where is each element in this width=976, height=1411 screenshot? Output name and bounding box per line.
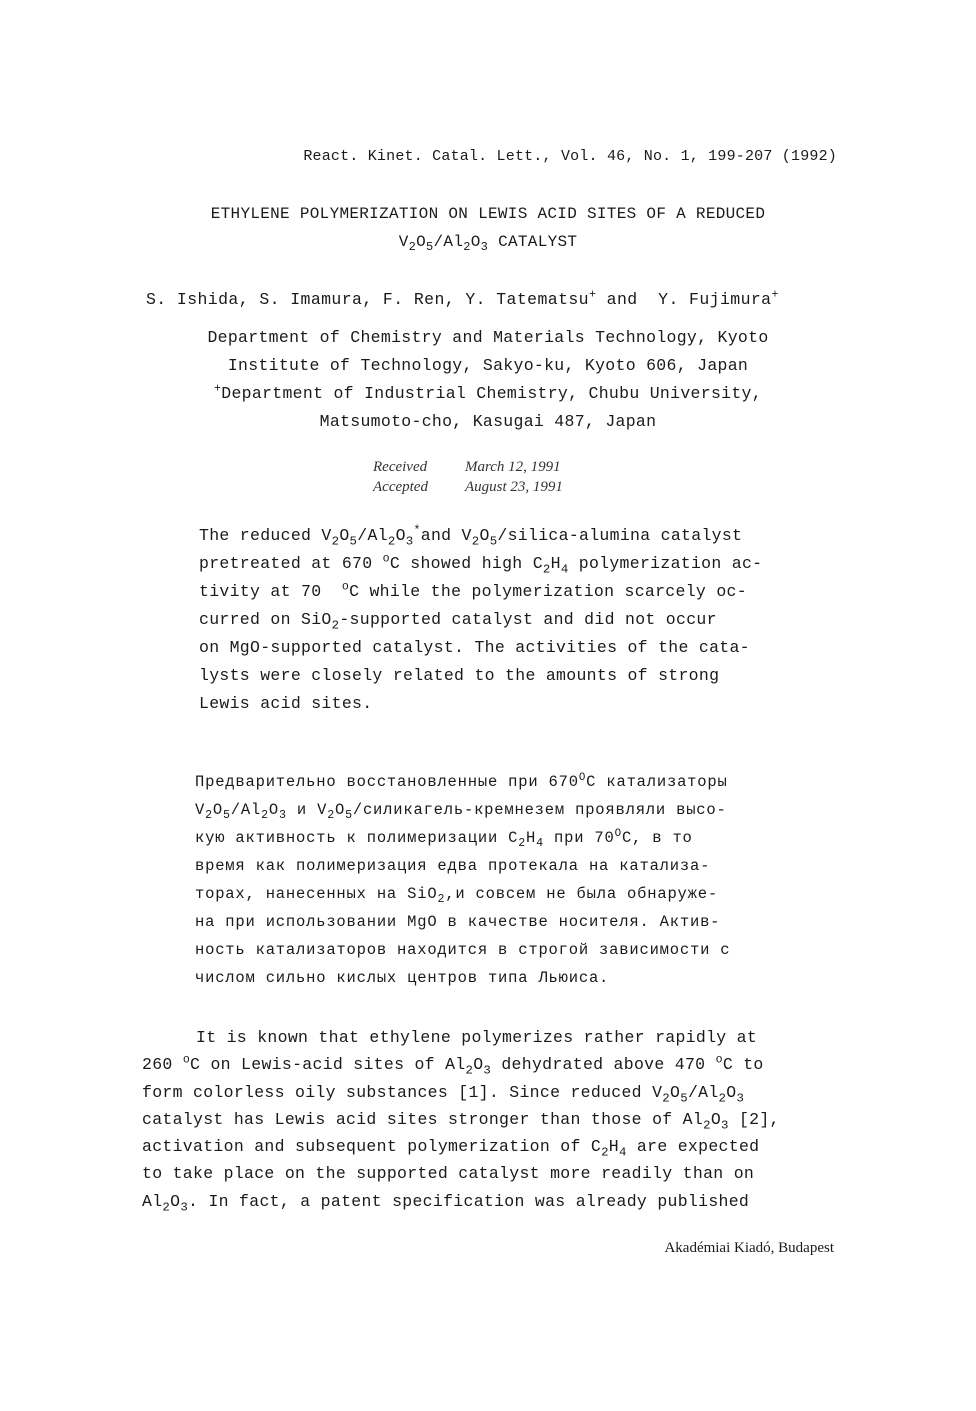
received-date — [373, 459, 561, 476]
body-line: 260 $^o$C on Lewis-acid sites of $Al_2O_3$ dehydrated above 470 $^o$C to — [142, 1053, 764, 1078]
abstract-line: Предварительно восстановленные при $670^OC$ катализаторы — [195, 772, 728, 791]
received-value: March 12, 1991 — [465, 459, 561, 475]
body-paragraph — [142, 1024, 842, 1215]
abstract-line: on MgO-supported catalyst. The activities of the cata- — [199, 638, 750, 657]
abstract-line: lysts were closely related to the amounts of strong — [199, 666, 720, 685]
author-and: and — [606, 290, 638, 309]
accepted-date — [373, 479, 563, 496]
dagger-mark: + — [214, 382, 222, 396]
abstract-line: на при использовании MgO в качестве носителя. Актив- — [195, 913, 721, 931]
received-label: Received — [373, 459, 428, 475]
abstract-line: Lewis acid sites. — [199, 694, 373, 713]
body-line: catalyst has Lewis acid sites stronger than those of $Al_2O_3$ [2], — [142, 1109, 780, 1133]
publisher-footer: Akadémiai Kiadó, Budapest — [664, 1240, 834, 1256]
abstract-line: $V_2O_5/Al_2O_3$ и $V_2O_5/силикагель$-кремнезем проявляли высо- — [195, 801, 727, 823]
accepted-value: August 23, 1991 — [465, 479, 563, 495]
abstract-line: торах, нанесенных на SiO$_2$,и совсем не была обнаруже- — [195, 885, 718, 907]
author-last: Y. Fujimura — [658, 290, 772, 309]
affiliation-line: +Department of Industrial Chemistry, Chubu University, — [214, 382, 762, 403]
affiliation-line: Matsumoto-cho, Kasugai 487, Japan — [319, 412, 657, 431]
abstract-line: время как полимеризация едва протекала на катализа- — [195, 857, 711, 875]
author-names: S. Ishida, S. Imamura, F. Ren, Y. Tatematsu — [146, 290, 589, 309]
abstract-line: ность катализаторов находится в строгой зависимости с — [195, 941, 731, 959]
title-catalyst-word: CATALYST — [498, 233, 578, 251]
abstract-english — [199, 522, 819, 718]
body-line: activation and subsequent polymerization of $C_2H_4$ are expected — [142, 1137, 760, 1160]
accepted-label: Accepted — [373, 479, 428, 495]
dagger-mark: + — [588, 288, 597, 302]
abstract-russian — [195, 768, 815, 992]
body-line: $Al_2O_3$. In fact, a patent specification was already published — [142, 1191, 750, 1215]
affiliation-line: Department of Chemistry and Materials Technology, Kyoto — [207, 328, 769, 347]
abstract-line: числом сильно кислых центров типа Льюиса. — [195, 969, 610, 987]
abstract-line: tivity at 70 $^o$C while the polymerization scarcely oc- — [199, 580, 747, 601]
affiliation-line: Institute of Technology, Sakyo-ku, Kyoto 606, Japan — [227, 356, 749, 375]
body-line: It is known that ethylene polymerizes rather rapidly at — [196, 1028, 758, 1047]
body-line: to take place on the supported catalyst more readily than on — [142, 1164, 755, 1184]
author-list — [146, 290, 779, 309]
article-title-line1: ETHYLENE POLYMERIZATION ON LEWIS ACID SITES OF A REDUCED — [210, 205, 766, 223]
abstract-line: pretreated at 670 $^o$C showed high $C_2H_4$ polymerization ac- — [199, 552, 763, 577]
body-line: form colorless oily substances [1]. Since reduced $V_2O_5/Al_2O_3$ — [142, 1082, 745, 1105]
dagger-mark: + — [771, 288, 779, 302]
citation-header: React. Kinet. Catal. Lett., Vol. 46, No. 1, 199-207 (1992) — [303, 148, 837, 165]
abstract-line: кую активность к полимеризации $C_2H_4$ при $70^OC$, в то — [195, 828, 693, 851]
abstract-line: curred on SiO$_2$-supported catalyst and did not occur — [199, 610, 717, 633]
article-title-line2: $V_2O_5/Al_2O_3$ CATALYST — [398, 233, 578, 255]
abstract-line: The reduced $V_2O_5/Al_2O_3^*and$ $V_2O_5/silica$-alumina catalyst — [199, 524, 743, 549]
